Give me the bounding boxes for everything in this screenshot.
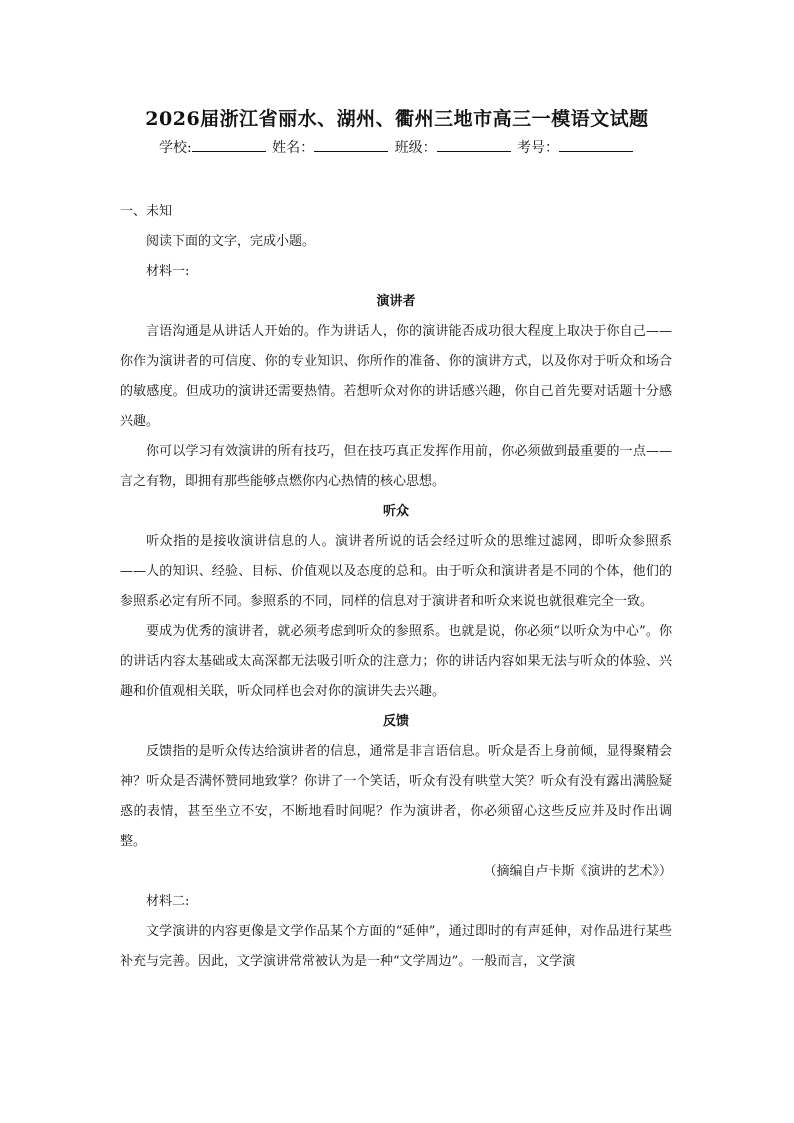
speaker-paragraph-2: 你可以学习有效演讲的所有技巧，但在技巧真正发挥作用前，你必须做到最重要的一点——言之有物，即拥有那些能够点燃你内心热情的核心思想。 — [120, 444, 672, 489]
audience-paragraph-1: 听众指的是接收演讲信息的人。演讲者所说的话会经过听众的思维过滤网，即听众参照系——人的知识、经验、目标、价值观以及态度的总和。由于听众和演讲者是不同的个体，他们的参照系必定有所不同。参照系的不同，同样的信息对于演讲者和听众来说也就很难完全一致。 — [120, 534, 672, 609]
material-one-label: 材料一: — [146, 264, 190, 279]
school-blank[interactable] — [192, 139, 266, 152]
material-two-paragraph-1: 文学演讲的内容更像是文学作品某个方面的“延伸”，通过即时的有声延伸，对作品进行某些补充与完善。因此，文学演讲常常被认为是一种“文学周边”。一般而言，文学演 — [120, 924, 672, 969]
name-label: 姓名： — [272, 140, 315, 156]
class-blank[interactable] — [437, 139, 511, 152]
name-blank[interactable] — [314, 139, 388, 152]
heading-feedback: 反馈 — [382, 714, 409, 729]
material-one-source: （摘编自卢卡斯《演讲的艺术》） — [483, 864, 672, 879]
exam-title: 2026届浙江省丽水、湖州、衢州三地市高三一模语文试题 — [145, 108, 649, 130]
material-two-label: 材料二: — [146, 894, 190, 909]
speaker-paragraph-1: 言语沟通是从讲话人开始的。作为讲话人，你的演讲能否成功很大程度上取决于你自己——你作为演讲者的可信度、你的专业知识、你所作的准备、你的演讲方式，以及你对于听众和场合的敏感度。但成功的演讲还需要热情。若想听众对你的讲话感兴趣，你自己首先要对话题十分感兴趣。 — [120, 324, 672, 429]
class-label: 班级： — [394, 140, 437, 156]
heading-audience: 听众 — [382, 504, 409, 519]
school-label: 学校: — [158, 140, 192, 156]
audience-paragraph-2: 要成为优秀的演讲者，就必须考虑到听众的参照系。也就是说，你必须“以听众为中心”。你的讲话内容太基础或太高深都无法吸引听众的注意力；你的讲话内容如果无法与听众的体验、兴趣和价值观相关联，听众同样也会对你的演讲失去兴趣。 — [120, 624, 672, 699]
heading-speaker: 演讲者 — [376, 294, 416, 309]
instruction: 阅读下面的文字，完成小题。 — [146, 234, 316, 249]
section-title: 一、未知 — [120, 204, 173, 219]
exam-number-label: 考号： — [517, 140, 560, 156]
feedback-paragraph: 反馈指的是听众传达给演讲者的信息，通常是非言语信息。听众是否上身前倾，显得聚精会神？听众是否满怀赞同地致掌？你讲了一个笑话，听众有没有哄堂大笑？听众有没有露出满脸疑惑的表情，甚至坐立不安，不断地看时间呢？作为演讲者，你必须留心这些反应并及时作出调整。 — [120, 744, 672, 849]
exam-content — [120, 202, 672, 977]
exam-number-blank[interactable] — [559, 139, 633, 152]
student-info-line — [0, 137, 794, 157]
